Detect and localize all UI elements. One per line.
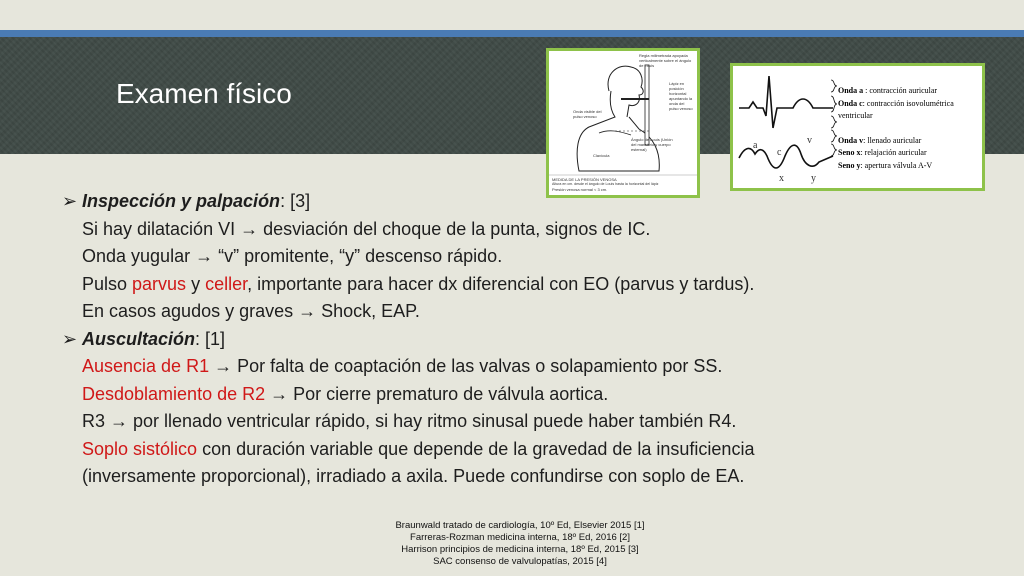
- reference-item: Harrison principios de medicina interna, 18º Ed, 2015 [3]: [401, 544, 639, 555]
- section2-heading: ➢ Auscultación: [1]: [62, 326, 982, 354]
- legend-x: Seno x: relajación auricular: [838, 148, 927, 157]
- arrow-icon: →: [270, 383, 289, 404]
- arrow-icon: →: [195, 246, 214, 266]
- reference-item: Farreras-Rozman medicina interna, 18º Ed, 2016 [2]: [410, 532, 630, 543]
- legend-y: Seno y: apertura válvula A-V: [838, 160, 933, 170]
- legend-v: Onda v: llenado auricular: [838, 135, 922, 145]
- section2-line4: Soplo sistólico con duración variable que depende de la gravedad de la insuficiencia: [82, 438, 755, 459]
- label-pencil: Lápiz en posición horizontal apuntando la onda del pulso venoso: [669, 81, 693, 111]
- slide-body: [62, 188, 982, 491]
- arrow-icon: →: [214, 356, 233, 376]
- wave-legend: [838, 85, 982, 172]
- caption-line-2: Altura en cm. desde el ángulo de Louis hasta la horizontal del lápiz: [552, 182, 659, 186]
- wave-label-c: c: [777, 147, 782, 158]
- accent-bar: [0, 30, 1024, 37]
- section2-line1: Ausencia de R1 → Por falta de coaptación de las valvas o solapamiento por SS.: [82, 356, 723, 376]
- section1-line4: En casos agudos y graves → Shock, EAP.: [82, 301, 420, 321]
- wave-label-y: y: [811, 173, 816, 184]
- top-margin: [0, 0, 1024, 30]
- section2-line3: R3 → por llenado ventricular rápido, si hay ritmo sinusal puede haber también R4.: [82, 411, 737, 431]
- wave-label-v: v: [807, 135, 812, 146]
- caption-line-1: MEDIDA DE LA PRESIÓN VENOSA: [552, 177, 617, 182]
- bullet-arrow-icon: ➢: [62, 328, 78, 349]
- jvp-illustration: [549, 51, 697, 195]
- label-clavicle: Clavícula: [593, 153, 610, 158]
- bullet-arrow-icon: ➢: [62, 191, 78, 211]
- arrow-icon: →: [298, 301, 317, 321]
- venous-pulse-figure: [730, 63, 985, 191]
- section1-line1: Si hay dilatación VI → desviación del choque de la punta, signos de IC.: [82, 218, 651, 239]
- jvp-measurement-figure: [546, 48, 700, 198]
- label-venous-wave: Onda visible del pulso venoso: [573, 109, 602, 119]
- label-ruler: Regla milimetrada apoyada verticalmente sobre el ángulo de Louis: [639, 53, 692, 68]
- wave-label-x: x: [779, 173, 784, 184]
- slide-title: Examen físico: [116, 78, 292, 109]
- section2-line2: Desdoblamiento de R2 → Por cierre prematuro de válvula aortica.: [82, 383, 609, 404]
- wave-label-a: a: [753, 140, 758, 151]
- arrow-icon: →: [110, 411, 129, 431]
- section1-line3: Pulso parvus y celler, importante para hacer dx diferencial con EO (parvus y tardus).: [82, 273, 755, 294]
- section2-line5: (inversamente proporcional), irradiado a axila. Puede confundirse con soplo de EA.: [82, 466, 745, 486]
- reference-item: Braunwald tratado de cardiología, 10º Ed, Elsevier 2015 [1]: [395, 520, 645, 531]
- legend-c: Onda c: contracción isovolumétrica ventricular: [838, 98, 954, 120]
- label-louis-angle: Ángulo de Louis (Unión del manubrio y cuerpo esternal): [631, 137, 673, 152]
- section1-line2: Onda yugular → “v” promitente, “y” descenso rápido.: [82, 246, 503, 266]
- legend-a: Onda a : contracción auricular: [838, 86, 938, 95]
- arrow-icon: →: [240, 218, 259, 239]
- references: [370, 520, 670, 568]
- reference-item: SAC consenso de valvulopatías, 2015 [4]: [433, 556, 607, 567]
- caption-line-3: Presión venosa normal < 3 cm.: [552, 187, 608, 192]
- section1-heading: ➢ Inspección y palpación: [3]: [62, 188, 982, 216]
